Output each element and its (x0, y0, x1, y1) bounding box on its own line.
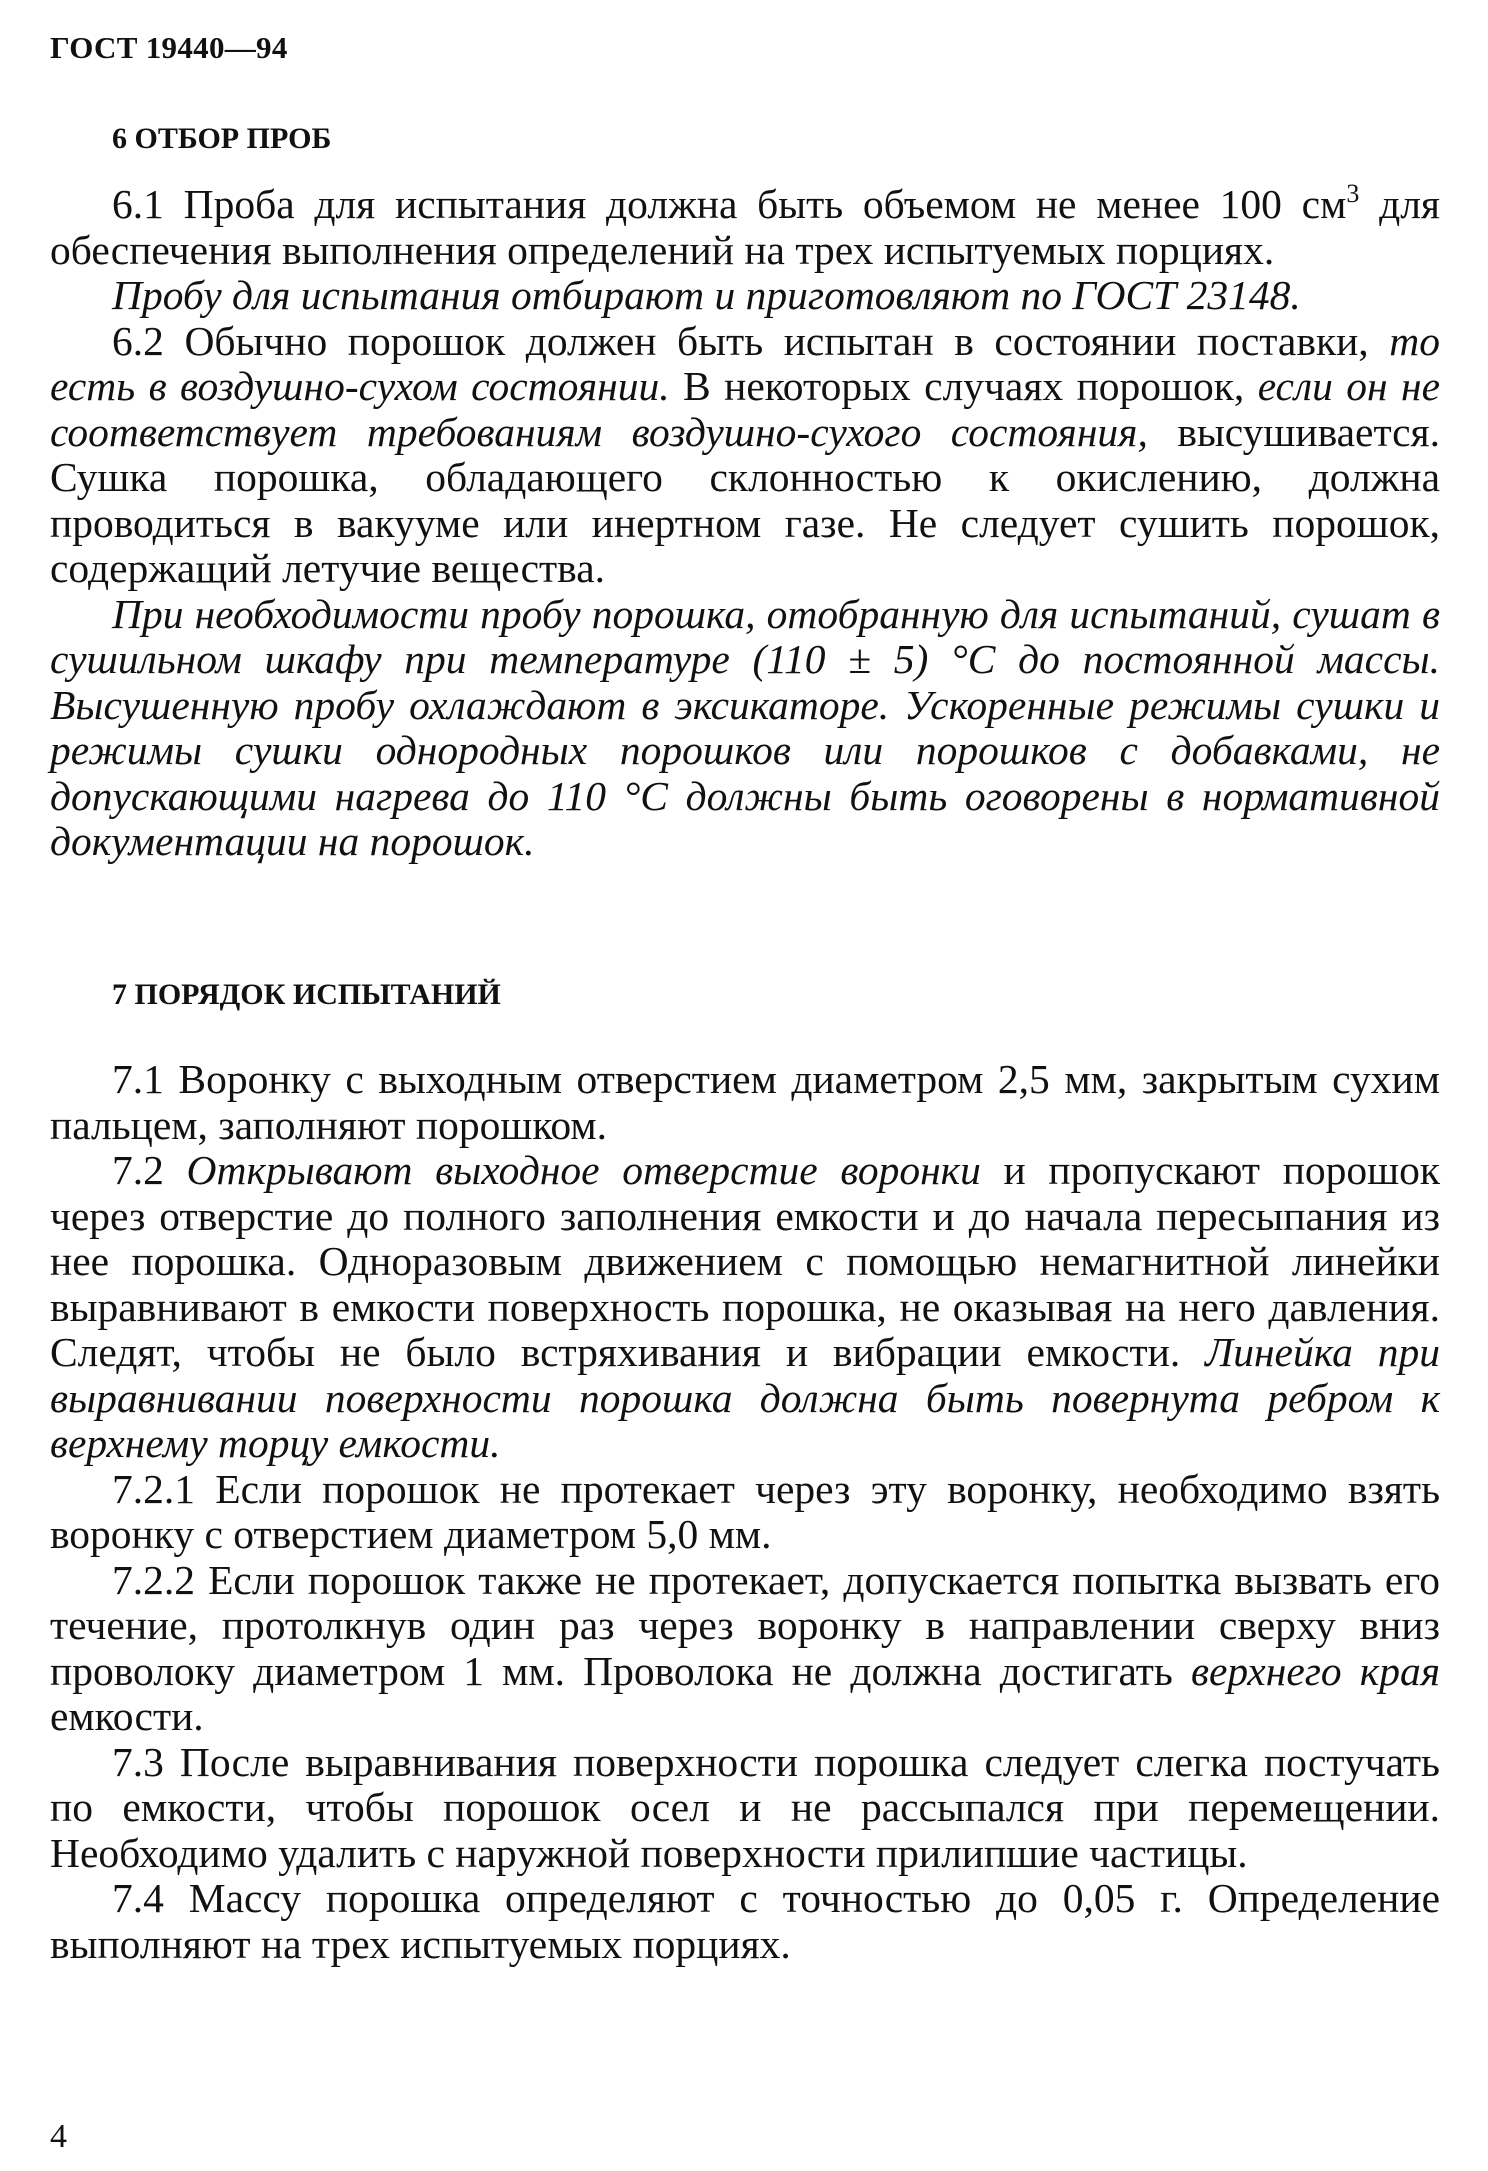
paragraph-7-3: 7.3 После выравнивания поверхности порошка следует слегка постучать по емкости, чтобы порошок осел и не рассыпался при перемещении. Необходимо удалить с наружной поверхности прилипшие частицы. (50, 1738, 1440, 1876)
paragraph-6-1-text-b: для обеспечения выполнения определений на трех испытуемых порциях. (50, 181, 1440, 273)
paragraph-7-2-2-text-b: емкости. (50, 1693, 204, 1739)
paragraph-7-1: 7.1 Воронку с выходным отверстием диаметром 2,5 мм, закрытым сухим пальцем, заполняют порошком. (50, 1056, 1440, 1148)
paragraph-7-2-2 (50, 1558, 1440, 1740)
paragraph-7-2-2-italic: верхнего края (1190, 1647, 1440, 1694)
paragraph-7-2-italic-2: Линейка при выравнивании поверхности порошка должна быть повернута ребром к верхнему торцу емкости. (50, 1329, 1440, 1466)
superscript-3: 3 (1346, 179, 1360, 208)
paragraph-6-1-text-a: 6.1 Проба для испытания должна быть объемом не менее 100 см (112, 181, 1347, 227)
paragraph-7-2-italic-1: Открывают выходное отверстие воронки (186, 1147, 981, 1193)
section-6-body (50, 179, 1441, 865)
paragraph-6-1-italic: Пробу для испытания отбирают и приготовляют по ГОСТ 23148. (112, 272, 1301, 318)
paragraph-7-2-text-b: и пропускают порошок через отверстие до полного заполнения емкости и до начала пересыпания из нее порошка. Одноразовым движением с помощью немагнитной линейки выравнивают в емкости поверхность порошка, не оказывая на него давления. Следят, чтобы не было встряхивания и вибрации емкости. (50, 1147, 1441, 1375)
paragraph-7-4: 7.4 Массу порошка определяют с точностью до 0,05 г. Определение выполняют на трех испытуемых порциях. (50, 1875, 1440, 1967)
paragraph-7-2-2-text-a: 7.2.2 Если порошок также не протекает, допускается попытка вызвать его течение, протолкнув один раз через воронку в направлении сверху вниз проволоку диаметром 1 мм. Проволока не должна достигать (50, 1556, 1440, 1694)
paragraph-6-1 (50, 179, 1440, 273)
section-7-body (50, 1057, 1440, 1967)
page-number: 4 (50, 2118, 67, 2155)
paragraph-7-2-1: 7.2.1 Если порошок не протекает через эту воронку, необходимо взять воронку с отверстием диаметром 5,0 мм. (50, 1465, 1440, 1557)
paragraph-6-2 (50, 319, 1440, 592)
paragraph-6-2-text-c: высушивается. Сушка порошка, обладающего склонностью к окислению, должна проводиться в вакууме или инертном газе. Не следует сушить порошок, содержащий летучие вещества. (50, 408, 1440, 591)
paragraph-6-2-italic-1: то есть в воздушно-сухом состоянии. (50, 317, 1440, 409)
paragraph-7-2-text-a: 7.2 (112, 1147, 187, 1193)
document-header: ГОСТ 19440—94 (50, 30, 288, 65)
paragraph-7-2 (50, 1148, 1440, 1467)
paragraph-6-2-italic-note: При необходимости пробу порошка, отобранную для испытаний, сушат в сушильном шкафу при температуре (110 ± 5) °С до постоянной массы. Высушенную пробу охлаждают в эксикаторе. Ускоренные режимы сушки и режимы сушки однородных порошков или порошков с добавками, не допускающими нагрева до 110 °С должны быть оговорены в нормативной документации на порошок. (50, 590, 1440, 864)
paragraph-6-2-italic-2: если он не соответствует требованиям воздушно-сухого состояния, (50, 363, 1441, 455)
section-7-title: 7 ПОРЯДОК ИСПЫТАНИЙ (112, 978, 501, 1011)
paragraph-6-2-text-b: В некоторых случаях порошок, (669, 363, 1258, 409)
section-6-title: 6 ОТБОР ПРОБ (112, 122, 332, 155)
paragraph-6-2-text-a: 6.2 Обычно порошок должен быть испытан в состоянии поставки, (112, 317, 1390, 364)
